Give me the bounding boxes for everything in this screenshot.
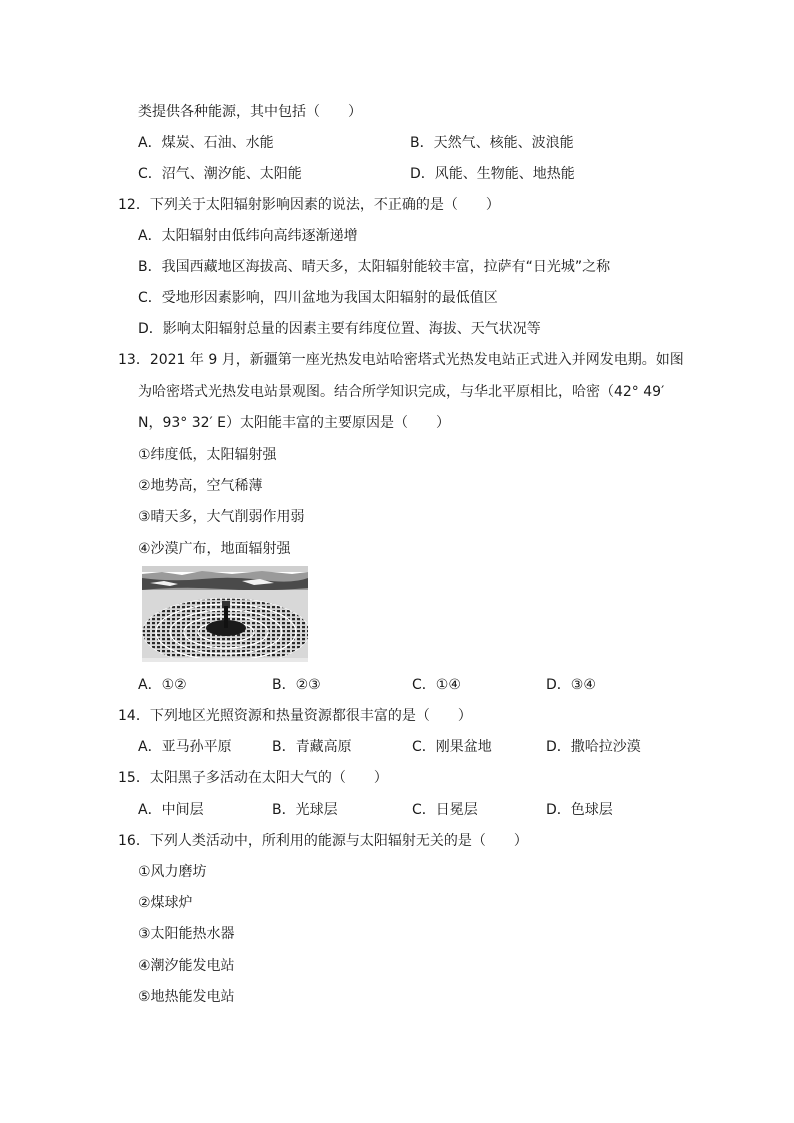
q15-options-row (138, 800, 658, 820)
q16-stem: 16．下列人类活动中，所利用的能源与太阳辐射无关的是（ ） (118, 833, 528, 849)
q12-option-d: D．影响太阳辐射总量的因素主要有纬度位置、海拔、天气状况等 (138, 321, 541, 337)
q12-option-a: A．太阳辐射由低纬向高纬逐渐递增 (138, 228, 358, 244)
q11-option-b: B．天然气、核能、波浪能 (410, 135, 574, 151)
q12-option-c: C．受地形因素影响，四川盆地为我国太阳辐射的最低值区 (138, 290, 498, 306)
q13-stem-line-3: N，93° 32′ E）太阳能丰富的主要原因是（ ） (138, 415, 451, 431)
q16-item-3: ③太阳能热水器 (138, 926, 235, 942)
q12-stem: 12．下列关于太阳辐射影响因素的说法，不正确的是（ ） (118, 197, 500, 213)
q15-stem: 15．太阳黑子多活动在太阳大气的（ ） (118, 770, 388, 786)
q15-option-c: C．日冕层 (412, 802, 478, 818)
q13-item-3: ③晴天多，大气削弱作用弱 (138, 509, 305, 525)
q16-item-5: ⑤地热能发电站 (138, 989, 235, 1005)
q15-option-a: A．中间层 (138, 802, 204, 818)
solar-power-station-photo (142, 566, 308, 662)
q14-option-d: D．撒哈拉沙漠 (546, 739, 641, 755)
q13-item-1: ①纬度低，太阳辐射强 (138, 447, 277, 463)
q16-item-4: ④潮汐能发电站 (138, 958, 235, 974)
q13-option-d: D．③④ (546, 677, 596, 693)
q11-option-a: A．煤炭、石油、水能 (138, 135, 274, 151)
q13-item-4: ④沙漠广布，地面辐射强 (138, 541, 291, 557)
q13-option-b: B．②③ (272, 677, 321, 693)
q14-option-c: C．刚果盆地 (412, 739, 492, 755)
q11-stem-continuation: 类提供各种能源，其中包括（ ） (138, 104, 362, 120)
q13-option-a: A．①② (138, 677, 187, 693)
q13-stem-line-1: 13．2021 年 9 月，新疆第一座光热发电站哈密塔式光热发电站正式进入并网发电期。如图 (118, 352, 684, 368)
q14-option-b: B．青藏高原 (272, 739, 352, 755)
q15-option-b: B．光球层 (272, 802, 338, 818)
q14-option-a: A．亚马孙平原 (138, 739, 232, 755)
q15-option-d: D．色球层 (546, 802, 613, 818)
q13-options-row (138, 675, 658, 695)
q11-options-row-1 (138, 133, 658, 153)
q11-option-c: C．沼气、潮汐能、太阳能 (138, 166, 302, 182)
q11-option-d: D．风能、生物能、地热能 (410, 166, 575, 182)
q13-stem-line-2: 为哈密塔式光热发电站景观图。结合所学知识完成，与华北平原相比，哈密（42° 49′ (138, 384, 665, 400)
q16-item-1: ①风力磨坊 (138, 864, 207, 880)
q12-option-b: B．我国西藏地区海拔高、晴天多，太阳辐射能较丰富，拉萨有“日光城”之称 (138, 259, 611, 275)
q16-item-2: ②煤球炉 (138, 895, 193, 911)
q14-options-row (138, 737, 658, 757)
q13-option-c: C．①④ (412, 677, 461, 693)
q13-item-2: ②地势高，空气稀薄 (138, 478, 263, 494)
q14-stem: 14．下列地区光照资源和热量资源都很丰富的是（ ） (118, 708, 472, 724)
q11-options-row-2 (138, 164, 658, 184)
